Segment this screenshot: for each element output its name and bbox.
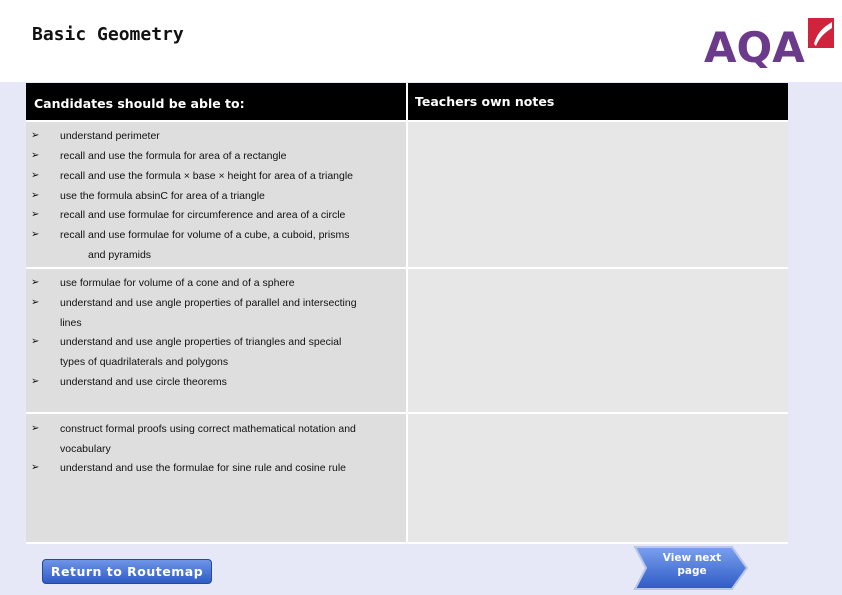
page-title: Basic Geometry [32,24,184,45]
teachers-notes-heading: Teachers own notes [408,83,788,120]
notes-cell-1[interactable] [408,122,788,267]
arrow-bullet-icon: ➢ [31,423,40,434]
arrow-bullet-icon: ➢ [31,336,40,347]
view-next-page-button[interactable]: View next page [662,552,722,577]
criteria-cell-3: ➢ construct formal proofs using correct mathematical notation and vocabulary ➢ understand and use the formulae for sine rule and cosine rule [26,414,406,542]
notes-cell-3[interactable] [408,414,788,542]
arrow-bullet-icon: ➢ [31,190,40,201]
arrow-bullet-icon: ➢ [31,150,40,161]
arrow-bullet-icon: ➢ [31,376,40,387]
criteria-cell-1: ➢ understand perimeter ➢ recall and use the formula for area of a rectangle ➢ recall and use the formula × base × height for area of a triangle ➢ use the formula absinC for area of a triangle ➢ recall and use formulae for circumference and area of a circle ➢ recall and use formulae for volume of a cube, a cuboid, prisms and pyramids [26,122,406,267]
svg-text:AQA: AQA [704,23,805,68]
notes-cell-2[interactable] [408,269,788,412]
arrow-bullet-icon: ➢ [31,462,40,473]
arrow-bullet-icon: ➢ [31,277,40,288]
candidates-heading: Candidates should be able to: [26,83,406,120]
arrow-bullet-icon: ➢ [31,297,40,308]
arrow-bullet-icon: ➢ [31,209,40,220]
arrow-bullet-icon: ➢ [31,229,40,240]
return-to-routemap-button[interactable]: Return to Routemap [42,559,212,584]
criteria-cell-2: ➢ use formulae for volume of a cone and of a sphere ➢ understand and use angle properties of parallel and intersecting lines ➢ understand and use angle properties of triangles and special types of quadrilaterals and polygons ➢ understand and use circle theorems [26,269,406,412]
aqa-logo [704,16,836,68]
content-table [26,83,788,544]
arrow-bullet-icon: ➢ [31,130,40,141]
arrow-bullet-icon: ➢ [31,170,40,181]
